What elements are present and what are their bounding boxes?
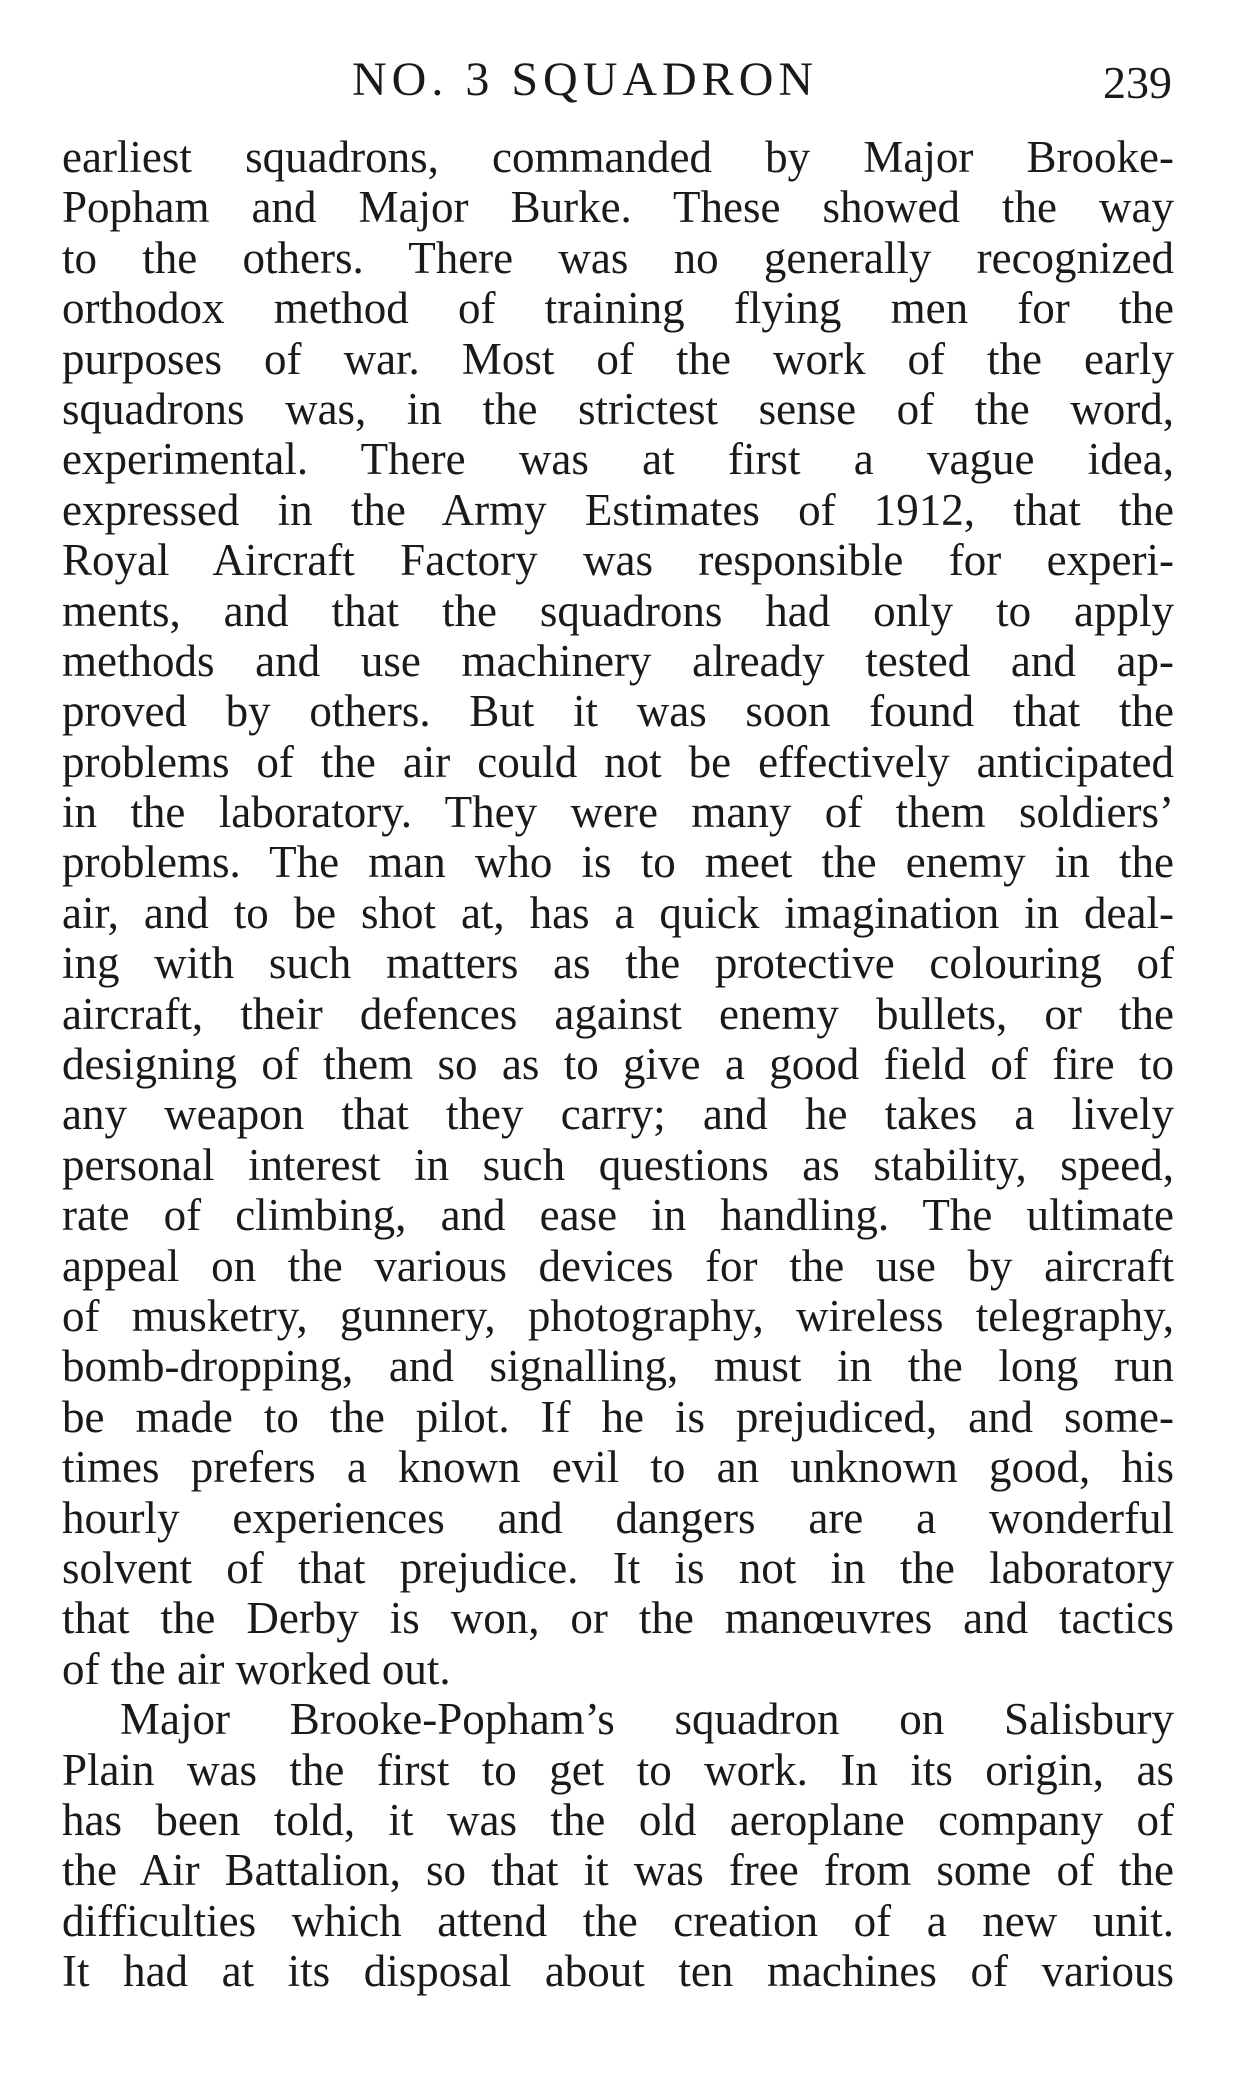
text-line: purposes of war. Most of the work of the early <box>62 333 1174 384</box>
text-line: times prefers a known evil to an unknown good, his <box>62 1442 1174 1493</box>
text-line: air, and to be shot at, has a quick imagination in deal- <box>62 887 1174 938</box>
text-line: to the others. There was no generally recognized <box>62 232 1174 283</box>
text-line: any weapon that they carry; and he takes a lively <box>62 1089 1174 1140</box>
text-line: of musketry, gunnery, photography, wireless telegraphy, <box>62 1290 1174 1341</box>
text-line: Plain was the first to get to work. In its origin, as <box>62 1744 1174 1795</box>
paragraph-end-line: of the air worked out. <box>62 1643 451 1694</box>
text-line: personal interest in such questions as stability, speed, <box>62 1139 1174 1190</box>
text-line: difficulties which attend the creation of a new unit. <box>62 1895 1174 1946</box>
text-line: orthodox method of training flying men for the <box>62 283 1174 334</box>
text-line: squadrons was, in the strictest sense of the word, <box>62 383 1174 434</box>
text-line: problems of the air could not be effectively anticipated <box>62 736 1174 787</box>
text-line: appeal on the various devices for the use by aircraft <box>62 1240 1174 1291</box>
text-line: problems. The man who is to meet the enemy in the <box>62 837 1174 888</box>
text-line: Royal Aircraft Factory was responsible for experi- <box>62 535 1174 586</box>
text-line: aircraft, their defences against enemy bullets, or the <box>62 988 1174 1039</box>
text-line: ments, and that the squadrons had only to apply <box>62 585 1174 636</box>
running-title: NO. 3 SQUADRON <box>352 53 819 106</box>
text-line: experimental. There was at first a vague idea, <box>62 434 1174 485</box>
text-line: Popham and Major Burke. These showed the way <box>62 182 1174 233</box>
paragraph-start-line: Major Brooke-Popham’s squadron on Salisbury <box>120 1694 1174 1745</box>
text-line: It had at its disposal about ten machines of various <box>62 1946 1174 1997</box>
text-line: expressed in the Army Estimates of 1912, that the <box>62 484 1174 535</box>
text-line: has been told, it was the old aeroplane company of <box>62 1794 1174 1845</box>
text-line: designing of them so as to give a good field of fire to <box>62 1039 1174 1090</box>
body-text <box>62 132 1174 1996</box>
text-line: be made to the pilot. If he is prejudiced, and some- <box>62 1391 1174 1442</box>
text-line: that the Derby is won, or the manœuvres and tactics <box>62 1593 1174 1644</box>
text-line: rate of climbing, and ease in handling. The ultimate <box>62 1190 1174 1241</box>
text-line: hourly experiences and dangers are a wonderful <box>62 1492 1174 1543</box>
text-line: earliest squadrons, commanded by Major Brooke- <box>62 132 1174 182</box>
text-line: methods and use machinery already tested and ap- <box>62 635 1174 686</box>
running-head <box>62 52 1172 112</box>
text-line: proved by others. But it was soon found that the <box>62 686 1174 737</box>
text-line: solvent of that prejudice. It is not in the laboratory <box>62 1542 1174 1593</box>
text-line: ing with such matters as the protective colouring of <box>62 938 1174 989</box>
text-line: bomb-dropping, and signalling, must in the long run <box>62 1341 1174 1392</box>
text-line: in the laboratory. They were many of them soldiers’ <box>62 787 1174 838</box>
text-line: the Air Battalion, so that it was free from some of the <box>62 1845 1174 1896</box>
page-number: 239 <box>1103 57 1172 108</box>
